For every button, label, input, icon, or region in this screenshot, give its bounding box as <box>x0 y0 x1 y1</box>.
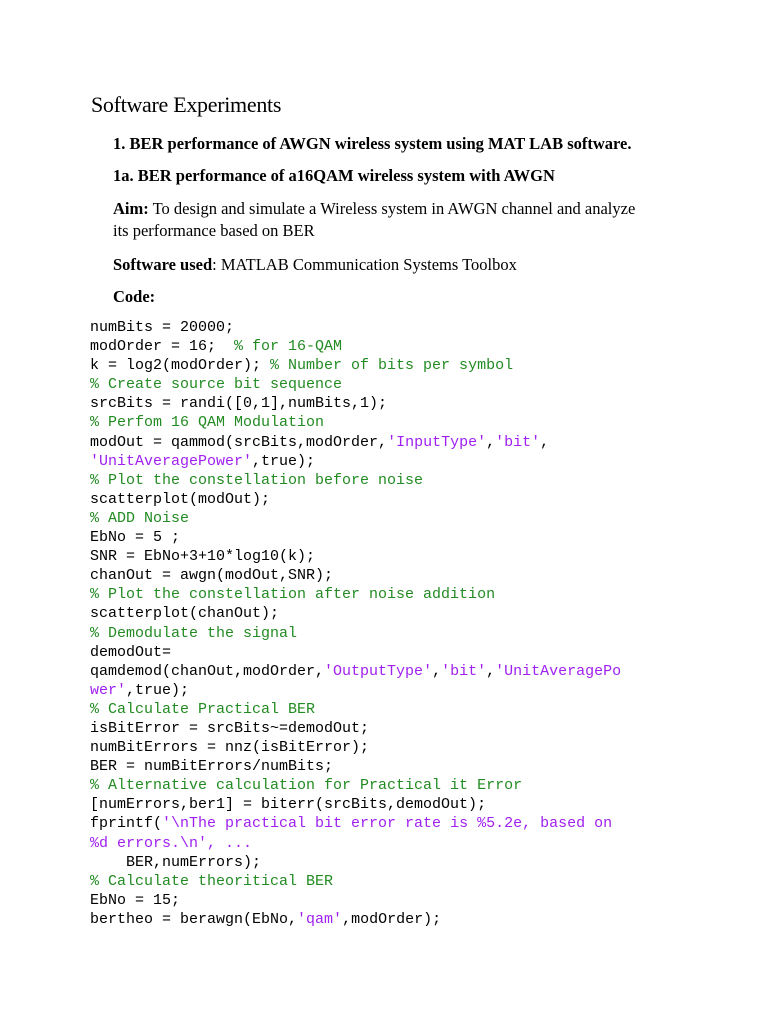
code-line <box>90 700 621 719</box>
code-token-string: 'bit' <box>441 662 487 680</box>
code-line <box>90 490 621 509</box>
code-token-comment: % for 16-QAM <box>234 338 343 356</box>
code-token-string: 'InputType' <box>387 433 487 451</box>
code-token-code: demodOut= <box>90 643 172 661</box>
code-token-code: k = log2(modOrder); <box>90 357 271 375</box>
experiment-item-1: 1. BER performance of AWGN wireless system using MAT LAB software. <box>113 134 632 153</box>
code-token-comment: % Plot the constellation before noise <box>90 471 424 489</box>
code-token-code: [numErrors,ber1] = biterr(srcBits,demodOut); <box>90 796 487 814</box>
code-token-code: scatterplot(modOut); <box>90 490 271 508</box>
code-line <box>90 375 621 394</box>
code-line <box>90 471 621 490</box>
code-token-code: , <box>432 662 442 680</box>
code-line <box>90 547 621 566</box>
code-token-comment: % Plot the constellation after noise addition <box>90 586 496 604</box>
code-line <box>90 566 621 585</box>
aim-text: To design and simulate a Wireless system in AWGN channel and analyze <box>148 199 636 218</box>
code-token-code: BER = numBitErrors/numBits; <box>90 758 334 776</box>
code-line <box>90 776 621 795</box>
code-token-string: '\nThe practical bit error rate is %5.2e, based on <box>162 815 613 833</box>
code-token-code: chanOut = awgn(modOut,SNR); <box>90 567 334 585</box>
code-token-string: wer' <box>90 681 127 699</box>
code-token-comment: % Calculate Practical BER <box>90 700 316 718</box>
code-line <box>90 452 621 471</box>
code-token-code: numBits = 20000; <box>90 319 235 336</box>
code-line <box>90 643 621 662</box>
code-token-code: numBitErrors = nnz(isBitError); <box>90 739 370 757</box>
code-token-comment: % ADD Noise <box>90 509 190 527</box>
code-line <box>90 337 621 356</box>
code-token-code: ,true); <box>252 452 316 470</box>
code-line <box>90 413 621 432</box>
code-token-code: SNR = EbNo+3+10*log10(k); <box>90 548 316 566</box>
code-token-code: bertheo = berawgn(EbNo, <box>90 910 298 928</box>
code-token-code: BER,numErrors); <box>90 853 262 871</box>
code-token-string: 'UnitAveragePower' <box>90 452 253 470</box>
code-line <box>90 624 621 643</box>
code-token-code: isBitError = srcBits~=demodOut; <box>90 719 370 737</box>
code-line <box>90 719 621 738</box>
software-label: Software used <box>113 255 213 274</box>
code-token-code: ,modOrder); <box>342 910 442 928</box>
code-token-string: 'OutputType' <box>324 662 433 680</box>
code-line <box>90 738 621 757</box>
code-token-code: , <box>486 662 496 680</box>
code-line <box>90 585 621 604</box>
code-token-code: , <box>486 433 496 451</box>
code-line <box>90 681 621 700</box>
code-token-comment: % Alternative calculation for Practical it Error <box>90 777 523 795</box>
code-token-code: srcBits = randi([0,1],numBits,1); <box>90 395 388 413</box>
software-text: : MATLAB Communication Systems Toolbox <box>212 255 517 274</box>
code-token-comment: % Perfom 16 QAM Modulation <box>90 414 325 432</box>
aim-line-1 <box>113 198 635 220</box>
code-line <box>90 872 621 891</box>
code-token-code: modOut = qammod(srcBits,modOrder, <box>90 433 388 451</box>
code-token-code: EbNo = 15; <box>90 891 181 909</box>
code-token-string: 'qam' <box>297 910 343 928</box>
code-token-code: scatterplot(chanOut); <box>90 605 280 623</box>
code-line <box>90 757 621 776</box>
code-token-comment: % Number of bits per symbol <box>270 357 514 375</box>
code-line <box>90 891 621 910</box>
code-token-comment: % Demodulate the signal <box>90 624 298 642</box>
code-line <box>90 834 621 853</box>
code-line <box>90 853 621 872</box>
code-block <box>90 318 621 929</box>
code-line <box>90 356 621 375</box>
code-token-code: qamdemod(chanOut,modOrder, <box>90 662 325 680</box>
code-token-code: , <box>540 433 550 451</box>
software-used <box>113 254 517 276</box>
code-token-code: fprintf( <box>90 815 163 833</box>
code-token-code: modOrder = 16; <box>90 338 235 356</box>
aim-label: Aim: <box>113 199 149 218</box>
code-line <box>90 528 621 547</box>
code-token-string: 'UnitAveragePo <box>495 662 622 680</box>
code-line <box>90 604 621 623</box>
code-line <box>90 509 621 528</box>
code-token-string: %d errors.\n', ... <box>90 834 253 852</box>
code-line <box>90 814 621 833</box>
code-token-comment: % Calculate theoritical BER <box>90 872 334 890</box>
code-line <box>90 394 621 413</box>
code-line <box>90 910 621 929</box>
code-token-code: ,true); <box>126 681 190 699</box>
code-line <box>90 318 621 337</box>
code-token-code: EbNo = 5 ; <box>90 529 181 547</box>
page-title: Software Experiments <box>91 92 282 117</box>
aim-line-2: its performance based on BER <box>113 221 315 240</box>
code-label: Code: <box>113 287 156 306</box>
code-line <box>90 433 621 452</box>
code-line <box>90 795 621 814</box>
code-token-comment: % Create source bit sequence <box>90 376 343 394</box>
code-token-string: 'bit' <box>495 433 541 451</box>
experiment-item-1a: 1a. BER performance of a16QAM wireless system with AWGN <box>113 166 555 185</box>
code-line <box>90 662 621 681</box>
